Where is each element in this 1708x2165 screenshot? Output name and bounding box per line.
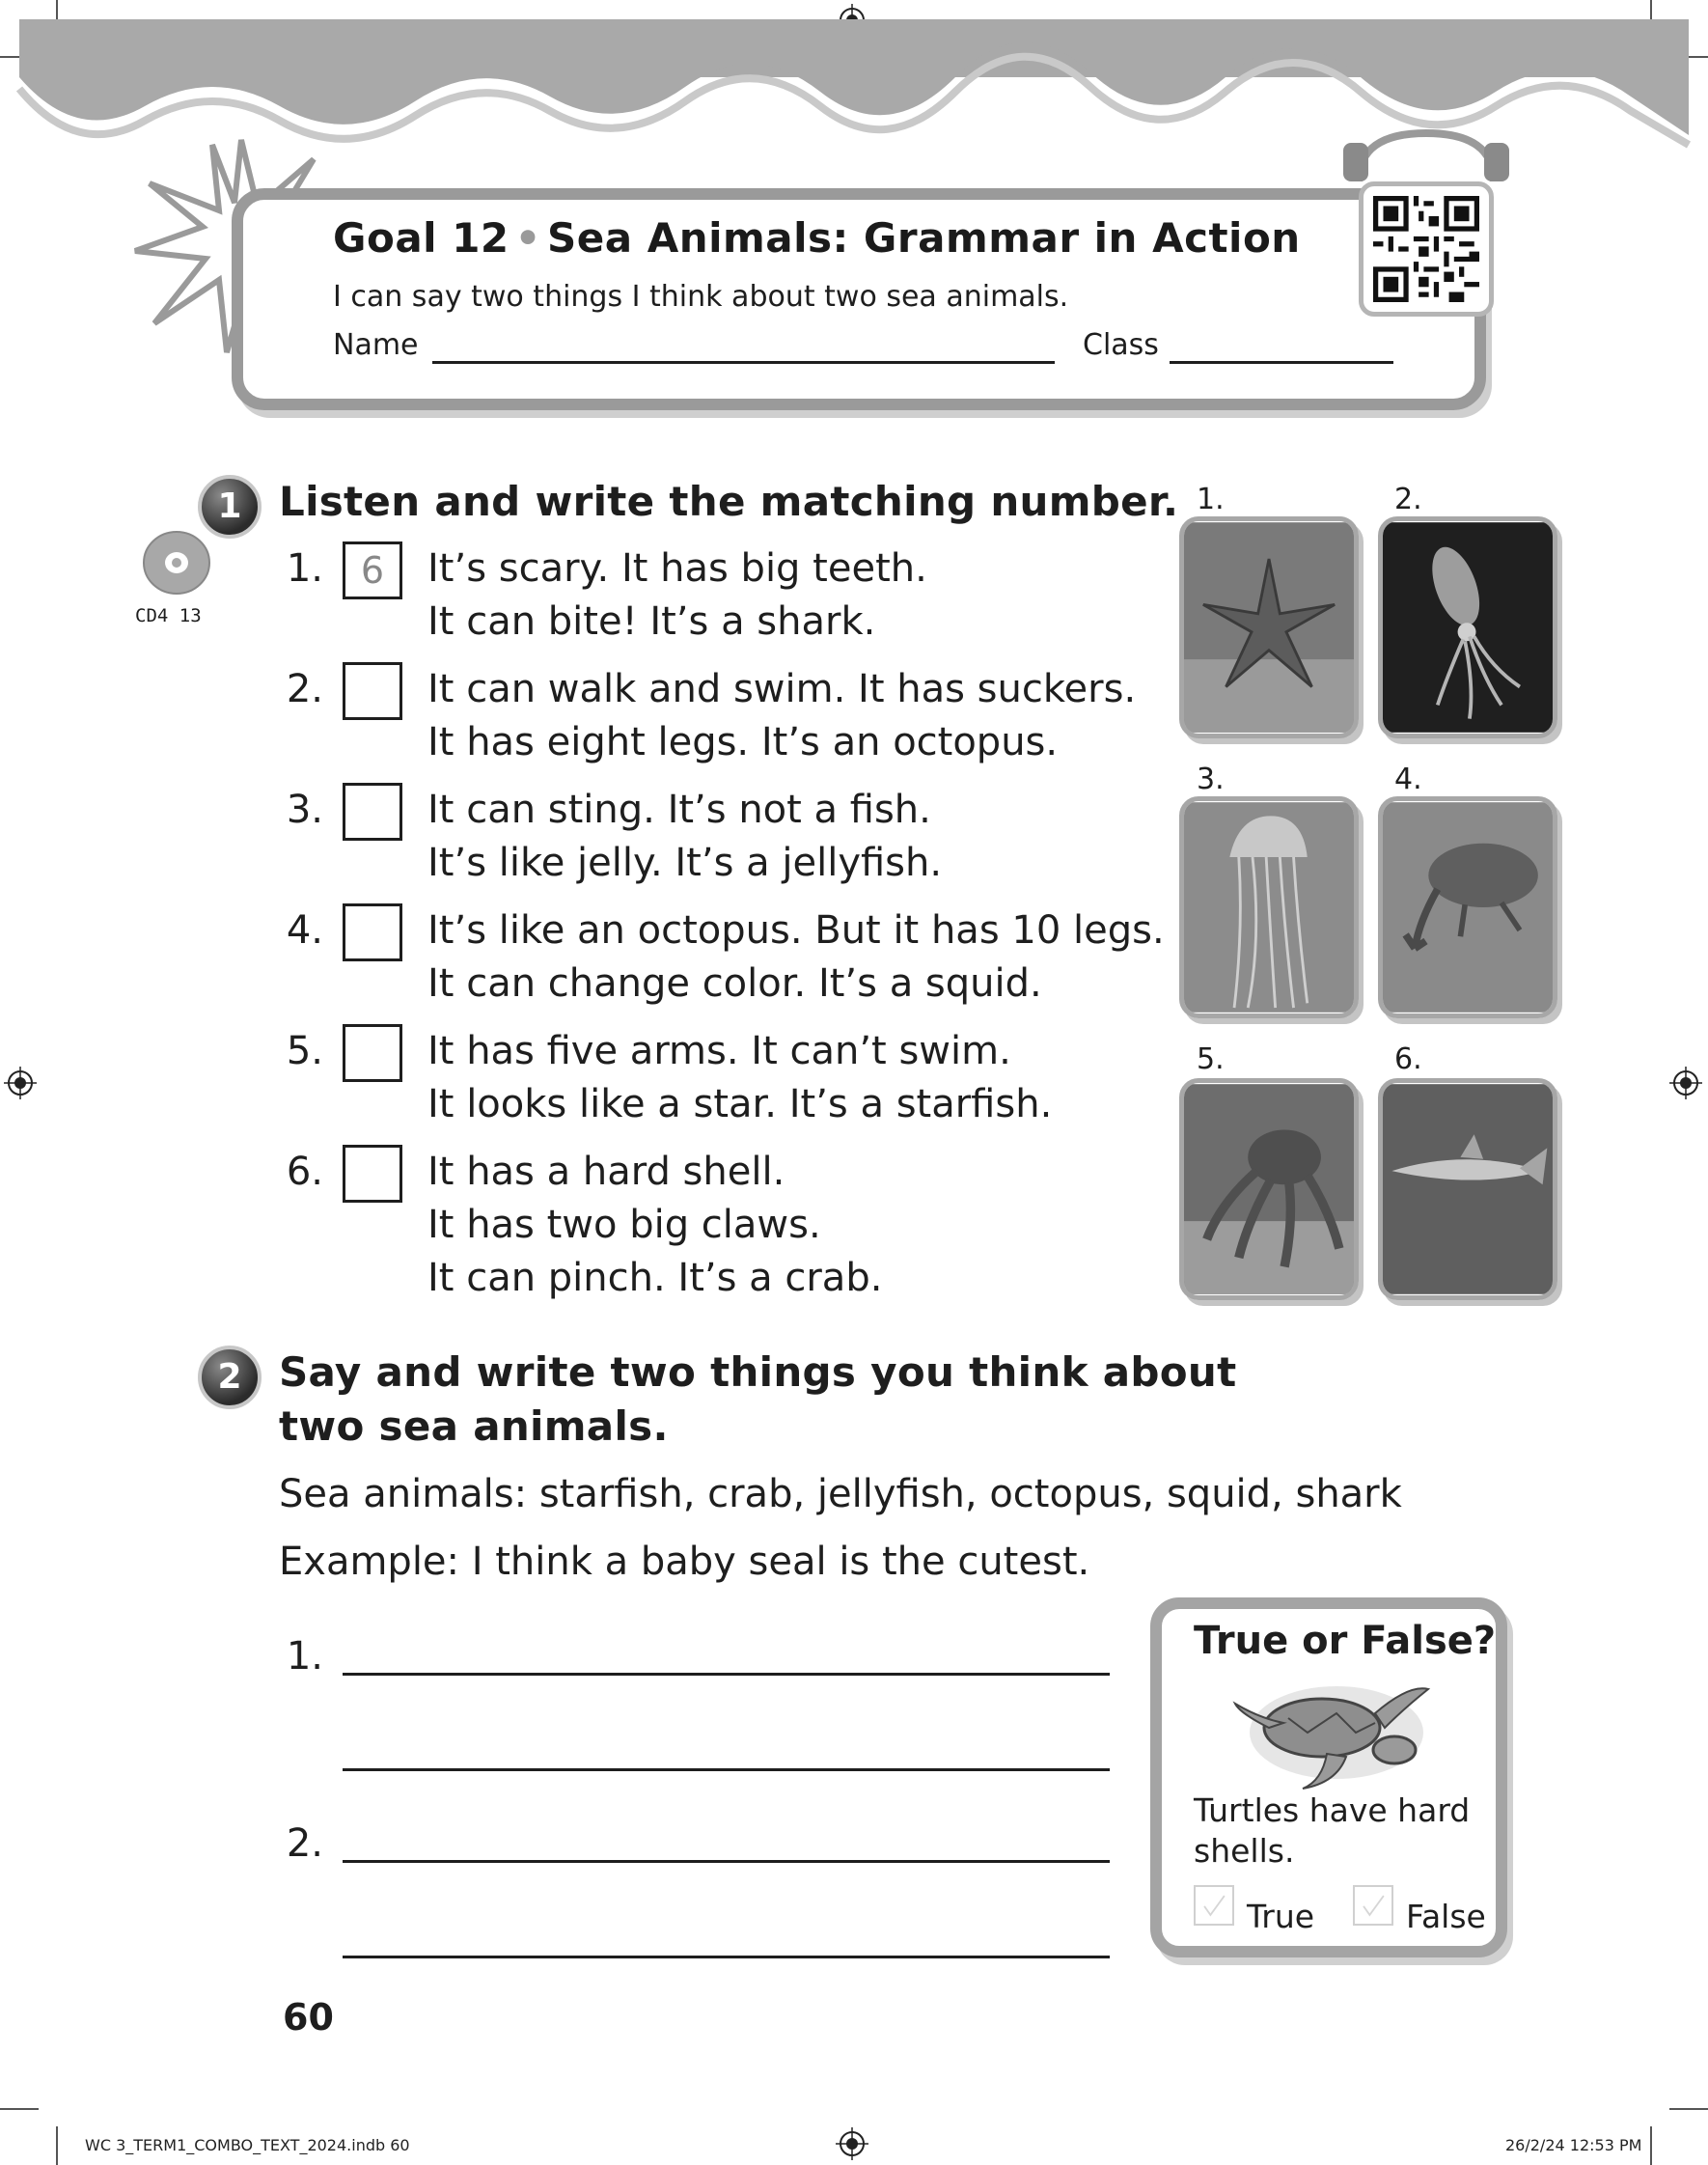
crop-mark [56,2126,58,2165]
class-field[interactable] [1170,361,1393,364]
exercise-1-number: 1 [198,475,262,539]
audio-track-label: CD4 13 [135,605,202,626]
name-field[interactable] [432,361,1055,364]
page-title: Goal 12 • Sea Animals: Grammar in Action [333,214,1301,262]
true-false-title: True or False? [1194,1619,1497,1663]
squid-icon [1383,521,1553,734]
photo-label: 2. [1394,483,1422,516]
qr-code-icon [1373,196,1479,302]
starfish-icon [1184,521,1354,734]
item-text: It has a hard shell. [427,1150,785,1194]
crab-icon [1383,801,1553,1013]
true-false-statement: Turtles have hard shells. [1194,1791,1471,1870]
true-option-label: True [1247,1898,1315,1935]
answer-line[interactable] [343,1860,1110,1863]
registration-mark-icon [1669,1067,1702,1099]
answer-box[interactable] [343,1145,402,1203]
answer-box[interactable] [343,1024,402,1082]
answer-line[interactable] [343,1768,1110,1771]
checkmark-icon [1196,1887,1232,1924]
word-bank: Sea animals: starfish, crab, jellyfish, octopus, squid, shark [279,1472,1402,1516]
true-checkbox[interactable] [1194,1885,1234,1926]
checkmark-icon [1355,1887,1391,1924]
false-option-label: False [1406,1898,1486,1935]
item-text: It can bite! It’s a shark. [427,599,876,644]
page-number: 60 [283,1996,334,2039]
audio-cd-icon[interactable] [138,529,215,597]
photo-label: 1. [1197,483,1225,516]
class-label: Class [1083,328,1159,362]
exercise-1-instruction: Listen and write the matching number. [279,478,1179,525]
item-text: It can walk and swim. It has suckers. [427,667,1137,711]
photo-octopus [1179,1078,1359,1300]
item-number: 2. [286,667,323,711]
goal-label: Goal 12 [333,214,510,262]
turtle-icon [1230,1675,1452,1795]
item-text: It’s scary. It has big teeth. [427,546,927,591]
example-sentence: Example: I think a baby seal is the cutest. [279,1540,1090,1584]
item-text: It looks like a star. It’s a starfish. [427,1082,1053,1126]
footer-date: 26/2/24 12:53 PM [1505,2136,1642,2154]
name-label: Name [333,328,419,362]
registration-mark-icon [4,1067,37,1099]
item-text: It’s like an octopus. But it has 10 legs. [427,908,1165,953]
item-text: It can sting. It’s not a fish. [427,788,931,832]
item-number: 3. [286,788,323,832]
exercise-2-instruction: two sea animals. [279,1402,669,1450]
item-number: 1. [286,546,323,591]
photo-squid [1378,516,1557,738]
goal-topic: Sea Animals: Grammar in Action [547,214,1301,262]
answer-box[interactable] [343,662,402,720]
false-checkbox[interactable] [1353,1885,1393,1926]
goal-subtitle: I can say two things I think about two sea animals. [333,280,1069,314]
item-text: It has two big claws. [427,1203,821,1247]
crop-mark [1650,2126,1652,2165]
item-text: It has five arms. It can’t swim. [427,1029,1011,1073]
registration-mark-icon [836,2127,868,2160]
jellyfish-icon [1184,801,1354,1013]
item-text: It can pinch. It’s a crab. [427,1256,883,1300]
item-number: 5. [286,1029,323,1073]
photo-label: 4. [1394,763,1422,796]
answer-number: 1. [286,1634,323,1679]
photo-label: 3. [1197,763,1225,796]
item-number: 4. [286,908,323,953]
photo-label: 6. [1394,1042,1422,1076]
crop-mark [0,2108,39,2110]
footer-file-info: WC 3_TERM1_COMBO_TEXT_2024.indb 60 [85,2136,410,2154]
qr-code-frame[interactable] [1359,181,1494,317]
photo-starfish [1179,516,1359,738]
crop-mark [1669,2108,1708,2110]
octopus-icon [1184,1083,1354,1295]
photo-shark [1378,1078,1557,1300]
item-text: It’s like jelly. It’s a jellyfish. [427,841,943,885]
item-number: 6. [286,1150,323,1194]
photo-jellyfish [1179,796,1359,1018]
answer-box[interactable] [343,783,402,841]
exercise-2-number: 2 [198,1346,262,1409]
answer-box[interactable]: 6 [343,541,402,599]
answer-number: 2. [286,1821,323,1866]
photo-crab [1378,796,1557,1018]
answer-line[interactable] [343,1673,1110,1676]
shark-icon [1383,1083,1553,1295]
answer-box[interactable] [343,903,402,961]
item-text: It has eight legs. It’s an octopus. [427,720,1059,764]
item-text: It can change color. It’s a squid. [427,961,1042,1006]
photo-label: 5. [1197,1042,1225,1076]
exercise-2-instruction: Say and write two things you think about [279,1348,1237,1396]
answer-line[interactable] [343,1956,1110,1958]
